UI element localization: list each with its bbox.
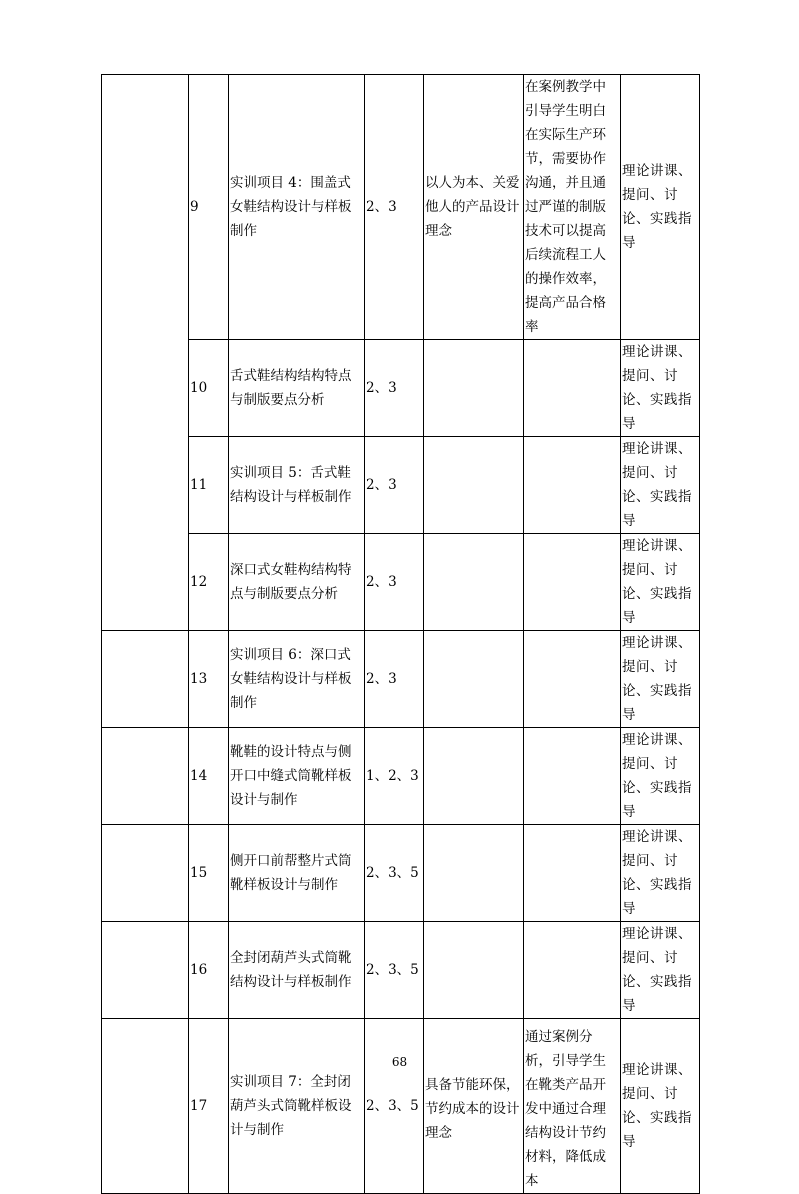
approach-cell <box>524 825 621 922</box>
table-row <box>102 728 700 825</box>
ideology-cell <box>424 825 524 922</box>
table-row <box>102 75 700 340</box>
ideology-cell: 以人为本、关爱他人的产品设计理念 <box>424 75 524 340</box>
approach-cell <box>524 340 621 437</box>
method-cell: 理论讲课、提问、讨论、实践指导 <box>621 340 700 437</box>
session-number: 11 <box>189 437 229 534</box>
ideology-cell <box>424 631 524 728</box>
approach-cell <box>524 728 621 825</box>
method-cell: 理论讲课、提问、讨论、实践指导 <box>621 825 700 922</box>
method-cell: 理论讲课、提问、讨论、实践指导 <box>621 922 700 1019</box>
objectives-cell: 2、3、5 <box>365 922 424 1019</box>
method-cell: 理论讲课、提问、讨论、实践指导 <box>621 1019 700 1194</box>
approach-cell: 通过案例分析，引导学生在靴类产品开发中通过合理结构设计节约材料，降低成本 <box>524 1019 621 1194</box>
table-row <box>102 825 700 922</box>
table-row <box>102 1019 700 1194</box>
course-schedule-table <box>101 74 700 1194</box>
merged-blank-cell <box>102 75 189 631</box>
session-title: 侧开口前帮整片式筒靴样板设计与制作 <box>229 825 365 922</box>
session-number: 9 <box>189 75 229 340</box>
table-row <box>102 534 700 631</box>
objectives-cell: 2、3 <box>365 534 424 631</box>
blank-cell <box>102 728 189 825</box>
approach-cell <box>524 631 621 728</box>
session-number: 16 <box>189 922 229 1019</box>
ideology-cell: 具备节能环保，节约成本的设计理念 <box>424 1019 524 1194</box>
session-title: 靴鞋的设计特点与侧开口中缝式筒靴样板设计与制作 <box>229 728 365 825</box>
session-number: 13 <box>189 631 229 728</box>
blank-cell <box>102 922 189 1019</box>
session-title: 实训项目 5：舌式鞋结构设计与样板制作 <box>229 437 365 534</box>
ideology-cell <box>424 534 524 631</box>
ideology-cell <box>424 922 524 1019</box>
method-cell: 理论讲课、提问、讨论、实践指导 <box>621 75 700 340</box>
session-number: 12 <box>189 534 229 631</box>
session-number: 10 <box>189 340 229 437</box>
method-cell: 理论讲课、提问、讨论、实践指导 <box>621 437 700 534</box>
approach-cell <box>524 922 621 1019</box>
session-title: 全封闭葫芦头式筒靴结构设计与样板制作 <box>229 922 365 1019</box>
ideology-cell <box>424 340 524 437</box>
ideology-cell <box>424 437 524 534</box>
blank-cell <box>102 631 189 728</box>
page-number: 68 <box>391 1055 408 1069</box>
method-cell: 理论讲课、提问、讨论、实践指导 <box>621 534 700 631</box>
objectives-cell: 2、3、5 <box>365 825 424 922</box>
objectives-cell: 2、3 <box>365 437 424 534</box>
ideology-cell <box>424 728 524 825</box>
session-title: 实训项目 6：深口式女鞋结构设计与样板制作 <box>229 631 365 728</box>
session-title: 深口式女鞋构结构特点与制版要点分析 <box>229 534 365 631</box>
approach-cell <box>524 534 621 631</box>
objectives-cell: 2、3 <box>365 75 424 340</box>
method-cell: 理论讲课、提问、讨论、实践指导 <box>621 631 700 728</box>
objectives-cell: 1、2、3 <box>365 728 424 825</box>
objectives-cell: 2、3、5 <box>365 1019 424 1194</box>
session-number: 15 <box>189 825 229 922</box>
table-row <box>102 922 700 1019</box>
table-row <box>102 437 700 534</box>
table-row <box>102 631 700 728</box>
session-title: 实训项目 7：全封闭葫芦头式筒靴样板设计与制作 <box>229 1019 365 1194</box>
approach-cell: 在案例教学中引导学生明白在实际生产环节，需要协作沟通，并且通过严谨的制版技术可以提高后续流程工人的操作效率，提高产品合格率 <box>524 75 621 340</box>
session-number: 14 <box>189 728 229 825</box>
table-row <box>102 340 700 437</box>
session-title: 实训项目 4：围盖式女鞋结构设计与样板制作 <box>229 75 365 340</box>
objectives-cell: 2、3 <box>365 631 424 728</box>
method-cell: 理论讲课、提问、讨论、实践指导 <box>621 728 700 825</box>
blank-cell <box>102 825 189 922</box>
objectives-cell: 2、3 <box>365 340 424 437</box>
session-number: 17 <box>189 1019 229 1194</box>
blank-cell <box>102 1019 189 1194</box>
approach-cell <box>524 437 621 534</box>
session-title: 舌式鞋结构结构特点与制版要点分析 <box>229 340 365 437</box>
